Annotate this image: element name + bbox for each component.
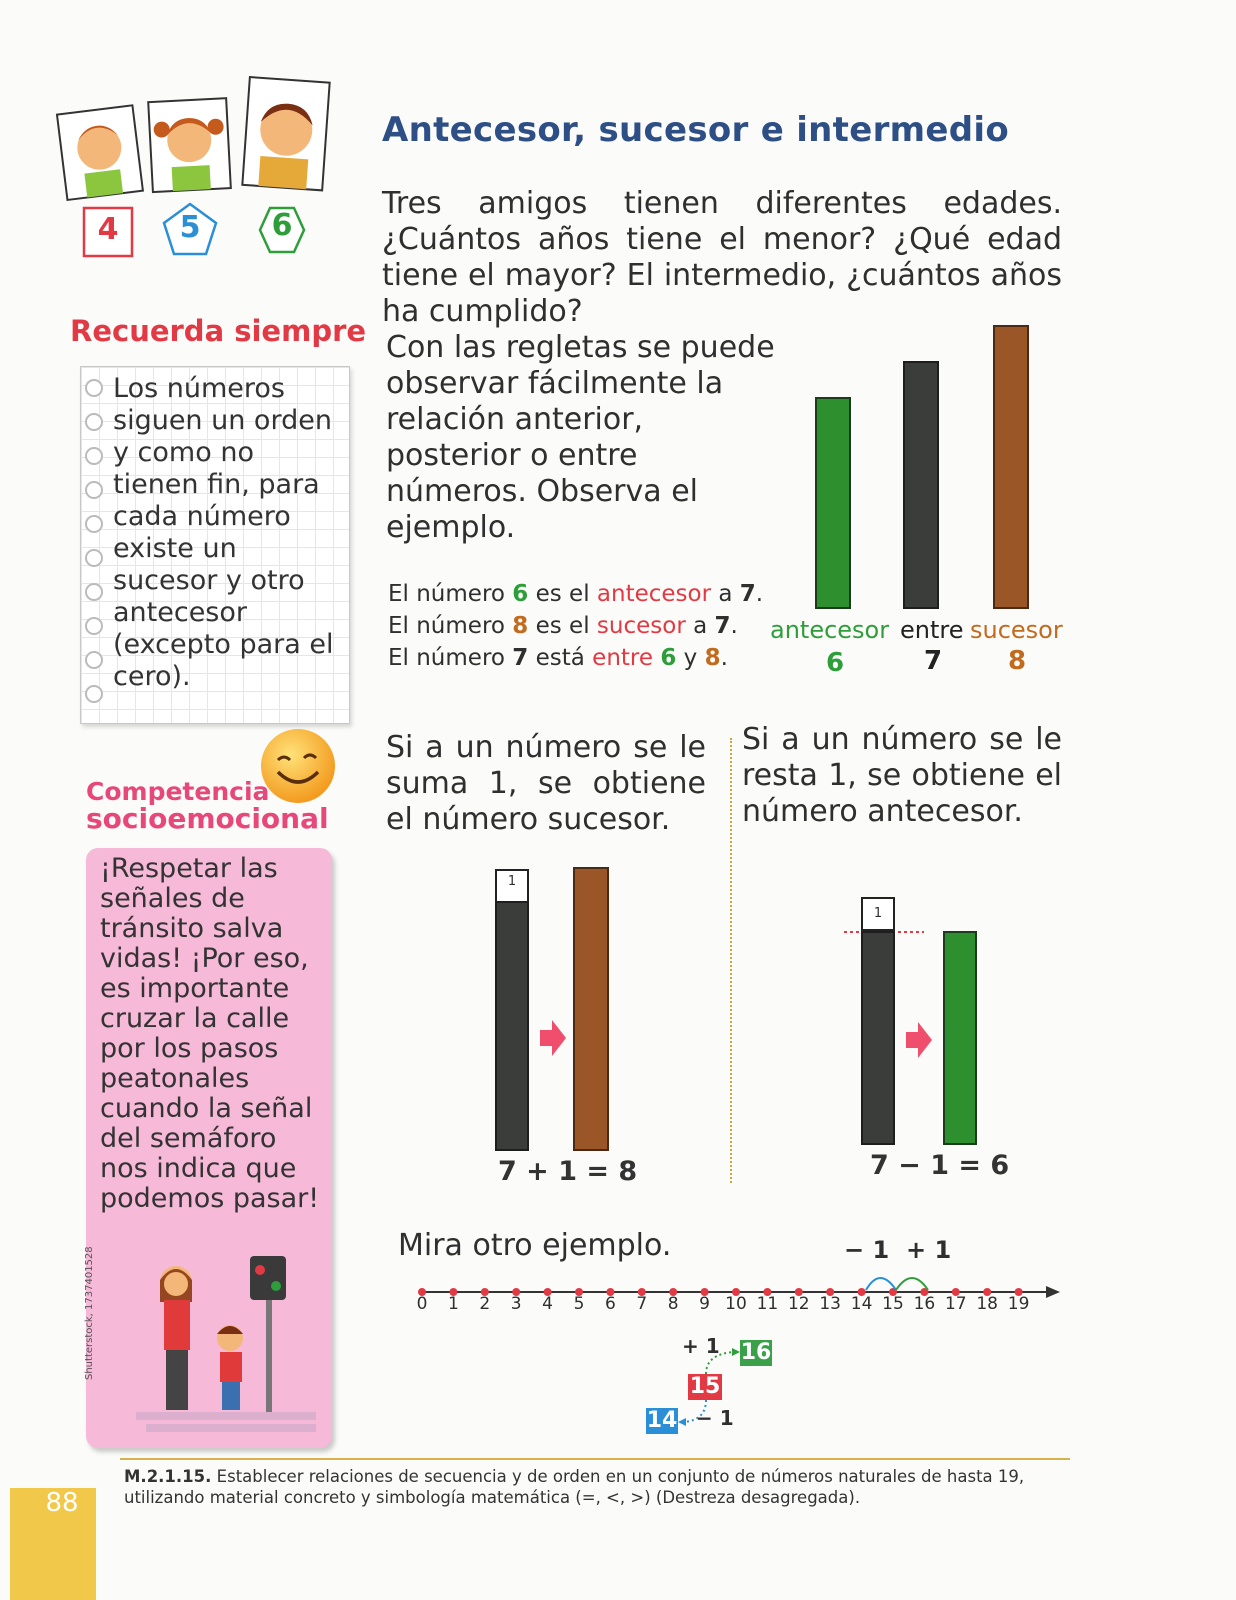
- age-5: 5: [179, 210, 201, 245]
- page-number: 88: [45, 1488, 79, 1518]
- numberline-tick-label: 10: [725, 1294, 747, 1314]
- recuerda-heading: Recuerda siempre: [70, 314, 367, 348]
- rods-addition: [490, 862, 620, 1158]
- footer-rule: [120, 1458, 1070, 1460]
- column-divider: [730, 738, 732, 1183]
- competencia-box: [86, 848, 332, 1448]
- label-6: 6: [826, 648, 845, 678]
- numberline-tick-label: 18: [976, 1294, 998, 1314]
- note-ring: [85, 685, 103, 703]
- competencia-text: ¡Respetar las señales de tránsito salva vidas! ¡Por eso, es importante cruzar la calle por los pasos peatonales cuando la señal del semáforo nos indica que podemos pasar!: [100, 853, 320, 1214]
- rods-explanation: Con las regletas se puede observar fácilmente la relación anterior, posterior o entre números. Observa el ejemplo.: [386, 330, 775, 545]
- numberline-plus-label: + 1: [906, 1236, 952, 1264]
- skill-code: M.2.1.15.: [124, 1467, 212, 1486]
- rule-sub-text: Si a un número se le resta 1, se obtiene el número antecesor.: [742, 722, 1062, 829]
- note-ring: [85, 583, 103, 601]
- numberline-tick-label: 13: [819, 1294, 841, 1314]
- note-ring: [85, 549, 103, 567]
- label-entre: entre: [900, 616, 964, 644]
- rods-6-7-8: [800, 318, 1060, 618]
- age-6: 6: [271, 208, 293, 243]
- numberline-tick-label: 11: [756, 1294, 779, 1314]
- example-15: 15: [689, 1374, 721, 1399]
- numberline-tick-label: 12: [787, 1294, 810, 1314]
- numberline-tick-label: 19: [1007, 1294, 1030, 1314]
- numberline-minus-label: − 1: [844, 1236, 890, 1264]
- numberline-tick-label: 16: [913, 1294, 936, 1314]
- unit-label-add: 1: [507, 874, 517, 889]
- equation-add: 7 + 1 = 8: [498, 1156, 638, 1187]
- example-14: 14: [646, 1408, 678, 1433]
- competencia-heading-line1: Competencia: [86, 777, 270, 806]
- example-16: 16: [740, 1340, 772, 1365]
- numberline-tick-label: 3: [510, 1294, 522, 1314]
- another-example-heading: Mira otro ejemplo.: [398, 1228, 672, 1263]
- numberline-tick-label: 14: [850, 1294, 873, 1314]
- rule-add-text: Si a un número se le suma 1, se obtiene el número sucesor.: [386, 730, 706, 837]
- numberline-tick-label: 8: [667, 1294, 679, 1314]
- label-8: 8: [1008, 646, 1027, 676]
- relation-line-entre: El número 7 está entre 6 y 8.: [388, 645, 728, 671]
- note-ring: [85, 481, 103, 499]
- relation-line-antecesor: El número 6 es el antecesor a 7.: [388, 581, 764, 607]
- numberline-tick-label: 2: [479, 1294, 491, 1314]
- unit-label-sub: 1: [873, 906, 883, 921]
- note-ring: [85, 515, 103, 533]
- intro-text: Tres amigos tienen diferentes edades. ¿Cuántos años tiene el menor? ¿Qué edad tiene el mayor? El intermedio, ¿cuántos años ha cumplido?: [382, 186, 1062, 329]
- label-sucesor: sucesor: [970, 616, 1063, 644]
- numberline-tick-label: 17: [944, 1294, 967, 1314]
- numberline-tick-label: 1: [447, 1294, 459, 1314]
- crosswalk-illustration: [126, 1252, 326, 1442]
- recuerda-note: [80, 366, 350, 724]
- numberline-tick-label: 9: [699, 1294, 710, 1314]
- note-ring: [85, 413, 103, 431]
- equation-sub: 7 − 1 = 6: [870, 1150, 1010, 1181]
- note-ring: [85, 651, 103, 669]
- numberline-tick-label: 0: [416, 1294, 428, 1314]
- note-ring: [85, 447, 103, 465]
- skill-description: Establecer relaciones de secuencia y de orden en un conjunto de números naturales de hasta 19, utilizando material concreto y simbología matemática (=, <, >) (Destreza desagregada).: [124, 1467, 1025, 1507]
- example-minus-label: − 1: [696, 1406, 734, 1430]
- recuerda-text: Los números siguen un orden y como no tienen fin, para cada número existe un sucesor y otro antecesor (excepto para el cero).: [113, 373, 334, 692]
- numberline-tick-label: 15: [882, 1294, 904, 1314]
- competencia-heading-line2: socioemocional: [86, 802, 329, 835]
- numberline-tick-label: 6: [604, 1294, 616, 1314]
- competencia-heading: [86, 777, 329, 835]
- page-title: Antecesor, sucesor e intermedio: [382, 110, 1009, 150]
- label-7: 7: [924, 646, 943, 676]
- note-ring: [85, 617, 103, 635]
- relation-line-sucesor: El número 8 es el sucesor a 7.: [388, 613, 738, 639]
- numberline-tick-label: 5: [573, 1294, 585, 1314]
- age-4: 4: [97, 212, 119, 247]
- image-credit: Shutterstock, 1737401528: [84, 1246, 95, 1380]
- rods-subtraction: [842, 892, 992, 1158]
- label-antecesor: antecesor: [770, 616, 890, 644]
- note-ring: [85, 379, 103, 397]
- numberline-tick-label: 7: [636, 1294, 648, 1314]
- footer-skill: [124, 1466, 1054, 1508]
- example-plus-label: + 1: [682, 1334, 720, 1358]
- relations-text: [388, 578, 763, 674]
- numberline-tick-label: 4: [542, 1294, 553, 1314]
